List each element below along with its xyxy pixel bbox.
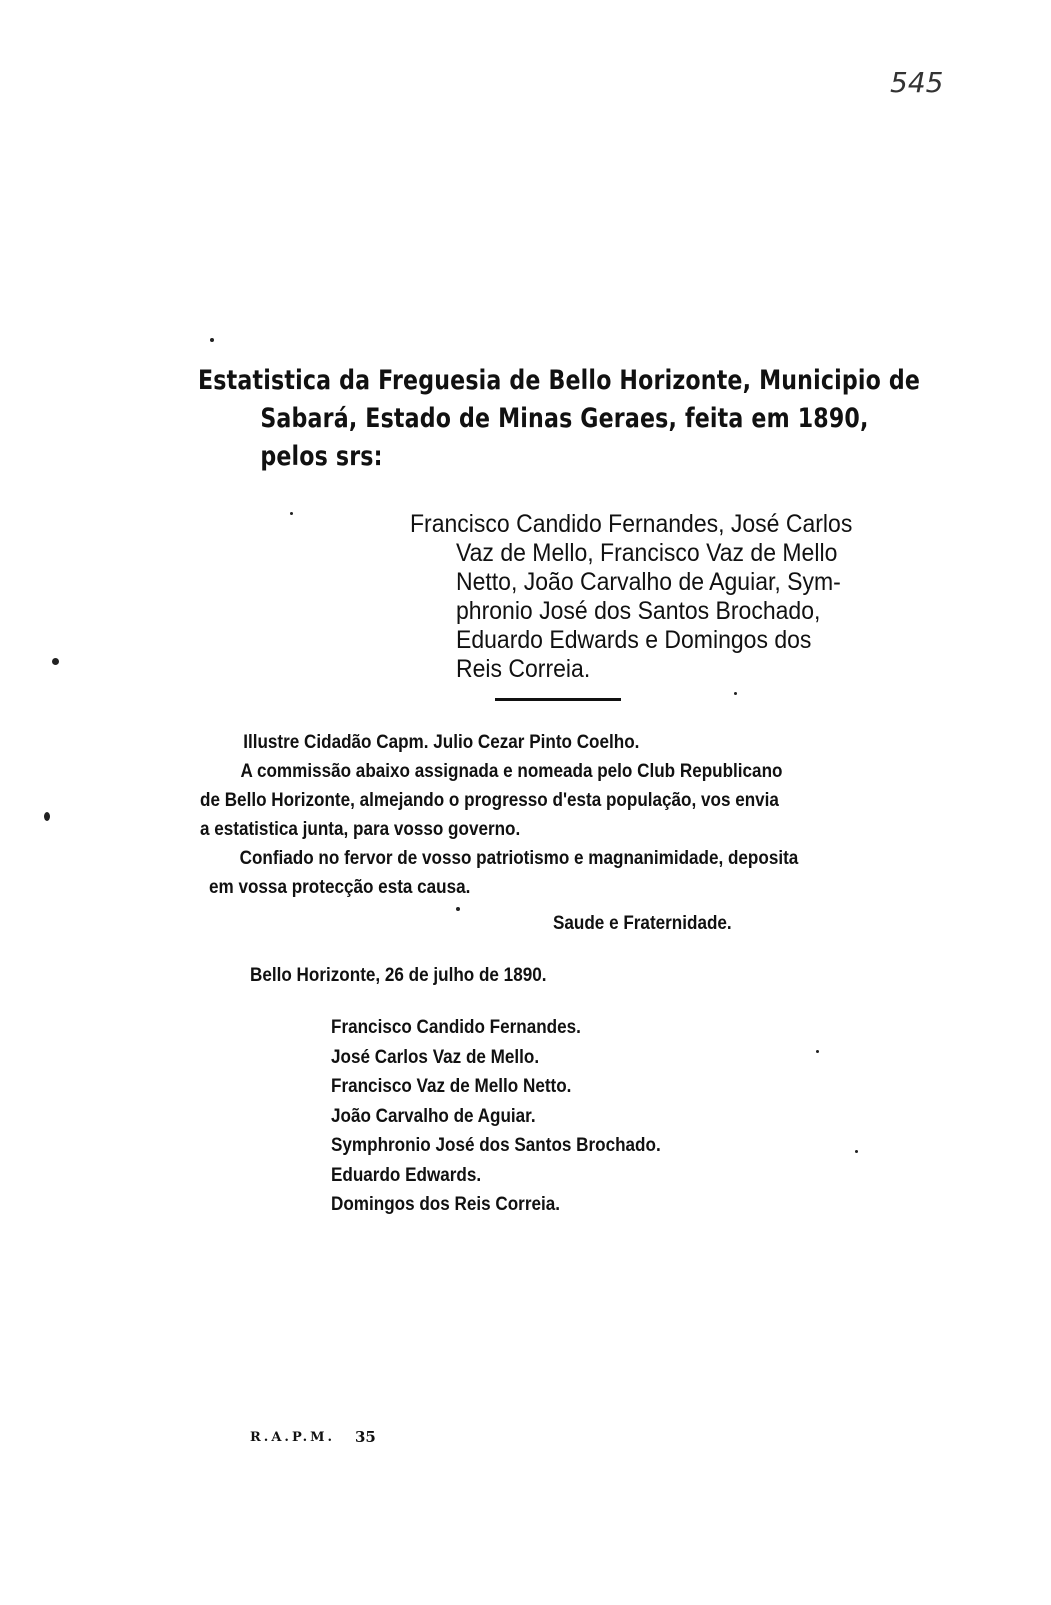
letter-line: em vossa protecção esta causa. [209,877,471,898]
footer-archive-mark: R.A.P.M. [250,1430,336,1445]
signature-list [331,1013,661,1220]
letter-line: A commissão abaixo assignada e nomeada pelo Club Republicano [240,761,783,782]
signature-line: João Carvalho de Aguiar. [331,1105,536,1127]
section-divider [495,698,621,701]
footer-page-number: 35 [355,1428,376,1446]
letter-line: Confiado no fervor de vosso patriotismo e magnanimidade, deposita [239,848,799,869]
scan-speck [456,907,460,911]
letter-line: de Bello Horizonte, almejando o progresso d'esta população, vos envia [200,790,779,811]
signature-line: José Carlos Vaz de Mello. [331,1046,540,1068]
author-line: Vaz de Mello, Francisco Vaz de Mello [456,539,838,567]
signature-line: Francisco Candido Fernandes. [331,1017,581,1038]
author-list [410,510,888,684]
letter-salutation: Illustre Cidadão Capm. Julio Cezar Pinto Coelho. [243,732,640,753]
title-line: pelos srs: [260,441,383,472]
title-line: Sabará, Estado de Minas Geraes, feita em 1890, [260,403,869,434]
letter-line: a estatistica junta, para vosso governo. [200,819,521,840]
scan-speck [816,1050,819,1053]
author-line: Francisco Candido Fernandes, José Carlos [410,510,853,538]
scan-speck [52,658,59,665]
scan-speck [734,692,737,695]
author-line: phronio José dos Santos Brochado, [456,597,821,625]
signature-line: Symphronio José dos Santos Brochado. [331,1135,661,1156]
author-line: Eduardo Edwards e Domingos dos [456,626,812,654]
scan-speck [855,1150,858,1153]
scan-speck [44,812,50,821]
author-line: Netto, João Carvalho de Aguiar, Sym- [456,568,841,596]
page-number: 545 [890,66,944,99]
document-title [198,362,921,476]
scan-speck [210,338,214,342]
scan-speck [290,512,293,515]
letter-body [200,728,884,902]
title-line: Estatistica da Freguesia de Bello Horizonte, Municipio de [198,365,921,396]
signature-line: Eduardo Edwards. [331,1164,482,1186]
signature-line: Francisco Vaz de Mello Netto. [331,1076,572,1097]
signature-line: Domingos dos Reis Correia. [331,1194,561,1215]
author-line: Reis Correia. [456,655,591,683]
letter-dateline: Bello Horizonte, 26 de julho de 1890. [250,965,547,986]
letter-closing: Saude e Fraternidade. [553,913,732,934]
